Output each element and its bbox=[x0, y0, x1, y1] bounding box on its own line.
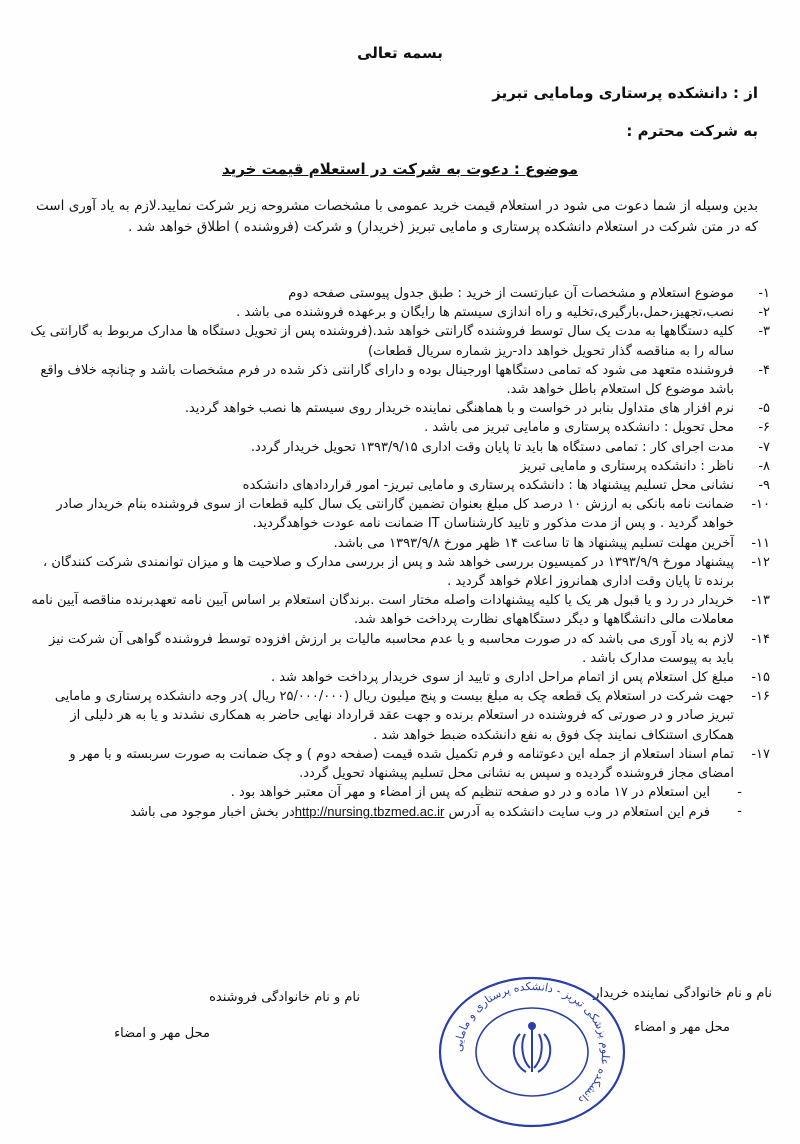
term-text: جهت شرکت در استعلام یک قطعه چک به مبلغ بیست و پنج میلیون ریال (۲۵/۰۰۰/۰۰۰ ریال )در وجه دانشکده پرستاری و مامایی تبریز صادر و در صورتی که فروشنده در استعلام برنده و جهت عقد قرارداد نهایی حاضر به همکاری نشدند و یا به هر دلیلی از همکاری استنکاف نمایند چک فوق به نفع دانشکده ضبط خواهد شد . bbox=[54, 689, 734, 743]
iran-emblem-icon bbox=[514, 1023, 551, 1072]
term-item bbox=[30, 476, 770, 495]
term-text: مدت اجرای کار : تمامی دستگاه ها باید تا پایان وقت اداری ۱۳۹۳/۹/۱۵ تحویل خریدار گردد. bbox=[250, 439, 734, 455]
to-line: به شرکت محترم : bbox=[626, 122, 758, 140]
term-number: ۶- bbox=[758, 420, 770, 436]
term-number: ۵- bbox=[758, 401, 770, 417]
term-number: ۱۷- bbox=[751, 746, 770, 762]
term-text: آخرین مهلت تسلیم پیشنهاد ها تا ساعت ۱۴ ظهر مورخ ۱۳۹۳/۹/۸ می باشد. bbox=[333, 535, 734, 551]
term-text: نصب،تجهیز،حمل،بارگیری،تخلیه و راه اندازی سیستم ها رایگان و برعهده فروشنده می باشد . bbox=[236, 305, 734, 321]
term-text: فروشنده متعهد می شود که تمامی دستگاهها اورجینال بوده و دارای گارانتی ذکر شده در فرم مشخصات باشد و چنانچه خلاف واقع باشد موضوع کل استعلام باطل خواهد شد. bbox=[40, 362, 734, 398]
seal-ring-text: دانشکده علوم پزشکی تبریز - دانشکده پرستاری و مامایی bbox=[451, 979, 613, 1107]
note-text: فرم این استعلام در وب سایت دانشکده به آدرس bbox=[444, 805, 710, 821]
term-item bbox=[30, 361, 770, 399]
note-text: این استعلام در ۱۷ ماده و در دو صفحه تنظیم که پس از امضاء و مهر آن معتبر خواهد بود . bbox=[230, 785, 710, 801]
subject-text: موضوع : دعوت به شرکت در استعلام قیمت خرید bbox=[222, 160, 578, 178]
subject-line bbox=[0, 160, 800, 178]
term-number: ۱۴- bbox=[751, 631, 770, 647]
buyer-seal-label: محل مهر و امضاء bbox=[634, 1020, 730, 1035]
term-item bbox=[30, 322, 770, 360]
term-text: نشانی محل تسلیم پیشنهاد ها : دانشکده پرستاری و مامایی تبریز- امور قراردادهای دانشکده bbox=[242, 478, 734, 494]
buyer-name-label: نام و نام خانوادگی نماینده خریدار bbox=[593, 986, 772, 1001]
term-item bbox=[30, 687, 770, 745]
term-number: ۳- bbox=[758, 324, 770, 340]
term-text: مبلغ کل استعلام پس از اتمام مراحل اداری و تایید از سوی خریدار پرداخت خواهد شد . bbox=[270, 670, 734, 686]
website-link[interactable]: http://nursing.tbzmed.ac.ir bbox=[294, 804, 445, 820]
note-item bbox=[30, 783, 770, 802]
term-item bbox=[30, 630, 770, 668]
term-text: پیشنهاد مورخ ۱۳۹۳/۹/۹ در کمیسیون بررسی خواهد شد و پس از بررسی مدارک و صلاحیت ها و میزان توانمندی شرکت کنندگان ، برنده تا پایان وقت اداری همانروز اعلام خواهد گردید . bbox=[43, 554, 734, 590]
term-number: ۱۵- bbox=[751, 670, 770, 686]
term-item bbox=[30, 553, 770, 591]
term-text: خریدار در رد و یا قبول هر یک یا کلیه پیشنهادات واصله مختار است .برندگان استعلام بر اساس آیین نامه تعهدبرنده مناقصه آیین نامه معاملات مالی دانشگاهها و دیگر دستگاههای نظارت پرداخت خواهد شد. bbox=[31, 593, 734, 628]
term-number: ۱۱- bbox=[751, 535, 770, 551]
term-number: ۱۳- bbox=[751, 593, 770, 609]
term-item bbox=[30, 438, 770, 457]
term-item bbox=[30, 534, 770, 553]
term-text: ضمانت نامه بانکی به ارزش ۱۰ درصد کل مبلغ بعنوان تضمین گارانتی یک سال کلیه قطعات از سوی فروشنده بنام خریدار صادر خواهد گردید . و پس از مدت مذکور و تایید کارشناسان IT ضمانت نامه عودت خواهدگردید. bbox=[56, 497, 734, 532]
term-item bbox=[30, 399, 770, 418]
terms-list bbox=[30, 284, 770, 823]
term-text: محل تحویل : دانشکده پرستاری و مامایی تبریز می باشد . bbox=[424, 420, 734, 436]
term-item bbox=[30, 668, 770, 687]
term-text: موضوع استعلام و مشخصات آن عبارتست از خرید : طبق جدول پیوستی صفحه دوم bbox=[288, 286, 734, 301]
term-text: کلیه دستگاهها به مدت یک سال توسط فروشنده گارانتی خواهد شد.(فروشنده پس از تحویل دستگاه ها مدارک مربوط به گارانتی یک ساله را به مناقصه گذار تحویل خواهد داد-ریز شماره سریال قطعات) bbox=[30, 324, 734, 359]
intro-paragraph: بدین وسیله از شما دعوت می شود در استعلام قیمت خرید عمومی با مشخصات مشروحه زیر شرکت نمایید.لازم به یاد آوری است که در متن شرکت در استعلام دانشکده پرستاری و مامایی تبریز (خریدار) و شرکت (فروشنده ) اطلاق خواهد شد . bbox=[36, 198, 758, 235]
term-number: ۱۰- bbox=[751, 497, 770, 513]
term-text: نرم افزار های متداول بنابر در خواست و با هماهنگی نماینده خریدار روی سیستم ها نصب خواهد گردید. bbox=[184, 401, 734, 417]
term-number: ۲- bbox=[758, 305, 770, 321]
seller-name-label: نام و نام خانوادگی فروشنده bbox=[209, 990, 360, 1005]
from-line: از : دانشکده پرستاری ومامایی تبریز bbox=[492, 84, 758, 102]
note-text: در بخش اخبار موجود می باشد bbox=[130, 805, 295, 821]
term-number: ۱۲- bbox=[751, 554, 770, 570]
term-item bbox=[30, 495, 770, 533]
term-item bbox=[30, 303, 770, 322]
note-item bbox=[30, 802, 770, 822]
term-text: لازم به یاد آوری می باشد که در صورت محاسبه و یا عدم محاسبه مالیات بر ارزش افزوده توسط فروشنده گواهی آن شرکت نیز باید به پیوست مدارک باشد . bbox=[49, 631, 734, 666]
notes-list bbox=[30, 783, 770, 822]
term-text: ناظر : دانشکده پرستاری و مامایی تبریز bbox=[520, 458, 734, 474]
term-item bbox=[30, 745, 770, 783]
term-number: ۷- bbox=[758, 439, 770, 455]
term-number: ۴- bbox=[758, 362, 770, 378]
term-item bbox=[30, 591, 770, 629]
official-seal-stamp bbox=[432, 972, 632, 1132]
term-item bbox=[30, 418, 770, 437]
term-number: ۹- bbox=[758, 478, 770, 494]
term-text: تمام اسناد استعلام از جمله این دعوتنامه و فرم تکمیل شده قیمت (صفحه دوم ) و چک ضمانت به صورت سربسته و با مهر و امضای مجاز فروشنده گردیده و سپس به نشانی محل تسلیم پیشنهاد تحویل گردد. bbox=[69, 746, 734, 782]
dash-bullet: - bbox=[737, 785, 742, 801]
basmala-heading: بسمه تعالی bbox=[357, 44, 443, 62]
term-number: ۱- bbox=[758, 286, 770, 301]
term-number: ۱۶- bbox=[751, 689, 770, 705]
term-item bbox=[30, 457, 770, 476]
term-number: ۸- bbox=[758, 458, 770, 474]
seller-seal-label: محل مهر و امضاء bbox=[114, 1026, 210, 1041]
term-item bbox=[30, 284, 770, 303]
dash-bullet: - bbox=[737, 804, 742, 820]
